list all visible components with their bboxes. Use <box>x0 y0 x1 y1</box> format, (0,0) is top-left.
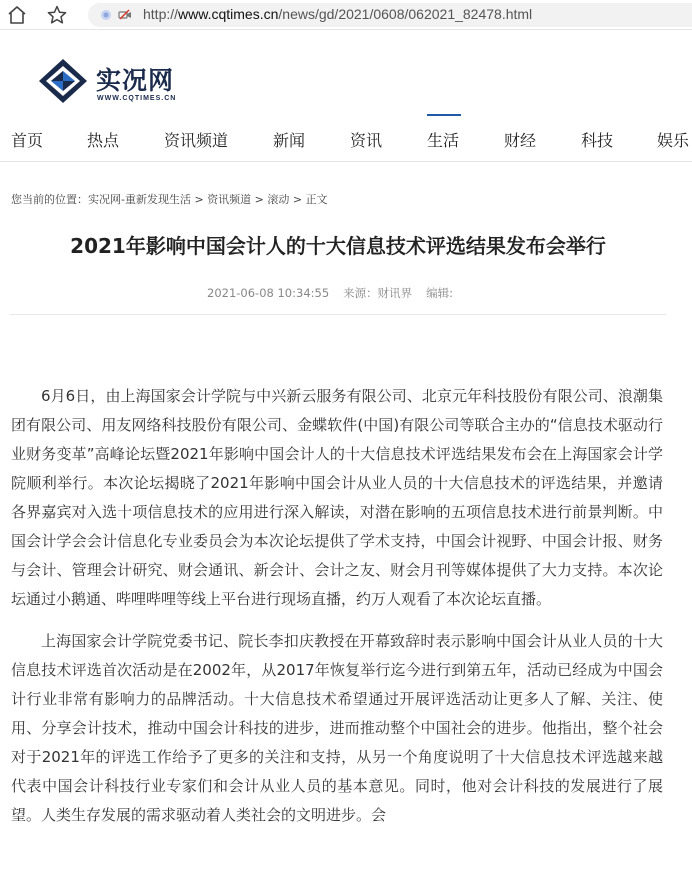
site-logo-text[interactable]: 实况网 <box>96 66 175 95</box>
nav-item-entertainment[interactable]: 娱乐 <box>657 131 690 150</box>
breadcrumb-prefix: 您当前的位置： <box>11 193 88 206</box>
breadcrumb-item-home[interactable]: 实况网-重新发现生活 <box>88 193 191 206</box>
nav-item-home[interactable]: 首页 <box>11 131 44 150</box>
nav-item-news-channel[interactable]: 资讯频道 <box>164 131 229 150</box>
article-paragraph: 6月6日，由上海国家会计学院与中兴新云服务有限公司、北京元年科技股份有限公司、浪潮集团有限公司、用友网络科技股份有限公司、金蝶软件(中国)有限公司等联合主办的“信息技术驱动行业财务变革”高峰论坛暨2021年影响中国会计人的十大信息技术评选结果发布会在上海国家会计学院顺利举行。本次论坛揭晓了2021年影响中国会计从业人员的十大信息技术的评选结果，并邀请各界嘉宾对入选十项信息技术的应用进行深入解读，对潜在影响的五项信息技术进行前景判断。中国会计学会会计信息化专业委员会为本次论坛提供了学术支持，中国会计视野、中国会计报、财务与会计、管理会计研究、财会通讯、新会计、会计之友、财会月刊等媒体提供了大力支持。本次论坛通过小鹅通、哔哩哔哩等线上平台进行现场直播，约万人观看了本次论坛直播。 <box>11 387 663 608</box>
site-logo-subtitle: WWW.CQTIMES.CN <box>97 95 177 102</box>
bookmark-star-icon[interactable] <box>46 4 68 26</box>
breadcrumb-item-scroll[interactable]: 滚动 <box>267 193 290 206</box>
article-title: 2021年影响中国会计人的十大信息技术评选结果发布会举行 <box>70 234 606 258</box>
nav-item-life[interactable]: 生活 <box>427 131 460 150</box>
article-paragraph: 上海国家会计学院党委书记、院长李扣庆教授在开幕致辞时表示影响中国会计从业人员的十大信息技术评选首次活动是在2002年，从2017年恢复举行迄今进行到第五年，活动已经成为中国会计行业非常有影响力的品牌活动。十大信息技术希望通过开展评选活动让更多人了解、关注、使用、分享会计技术，推动中国会计科技的进步，进而推动整个中国社会的进步。他指出，整个社会对于2021年的评选工作给予了更多的关注和支持，从另一个角度说明了十大信息技术评选越来越代表中国会计科技行业专家们和会计从业人员的基本意见。同时，他对会计科技的发展进行了展望。人类生存发展的需求驱动着人类社会的文明进步。会 <box>11 632 663 824</box>
article-body <box>11 382 663 843</box>
url-text[interactable] <box>143 6 532 22</box>
article-editor: 编辑: <box>426 286 454 300</box>
divider <box>10 314 666 315</box>
breadcrumb-separator: > <box>190 193 208 206</box>
main-navigation <box>0 114 692 162</box>
breadcrumb-separator: > <box>289 193 306 206</box>
nav-item-info[interactable]: 资讯 <box>350 131 383 150</box>
article-source: 来源：财讯界 <box>343 286 413 300</box>
url-scheme: http:// <box>143 6 179 22</box>
nav-active-indicator <box>427 114 461 116</box>
breadcrumb-item-current: 正文 <box>305 193 328 206</box>
site-info-icon[interactable] <box>100 9 112 21</box>
nav-item-hot[interactable]: 热点 <box>87 131 120 150</box>
article-date: 2021-06-08 10:34:55 <box>207 286 330 300</box>
nav-item-news[interactable]: 新闻 <box>273 131 306 150</box>
url-host: www.cqtimes.cn <box>178 6 279 22</box>
nav-item-tech[interactable]: 科技 <box>581 131 614 150</box>
browser-toolbar <box>0 0 692 30</box>
breadcrumb-item-channel[interactable]: 资讯频道 <box>207 193 252 206</box>
site-logo-icon[interactable] <box>38 58 88 104</box>
breadcrumb-separator: > <box>251 193 268 206</box>
breadcrumb <box>11 191 328 207</box>
camera-blocked-icon[interactable] <box>118 9 132 21</box>
home-icon[interactable] <box>6 4 28 26</box>
url-path: /news/gd/2021/0608/062021_82478.html <box>278 6 533 22</box>
nav-item-finance[interactable]: 财经 <box>504 131 537 150</box>
article-meta <box>207 285 467 301</box>
